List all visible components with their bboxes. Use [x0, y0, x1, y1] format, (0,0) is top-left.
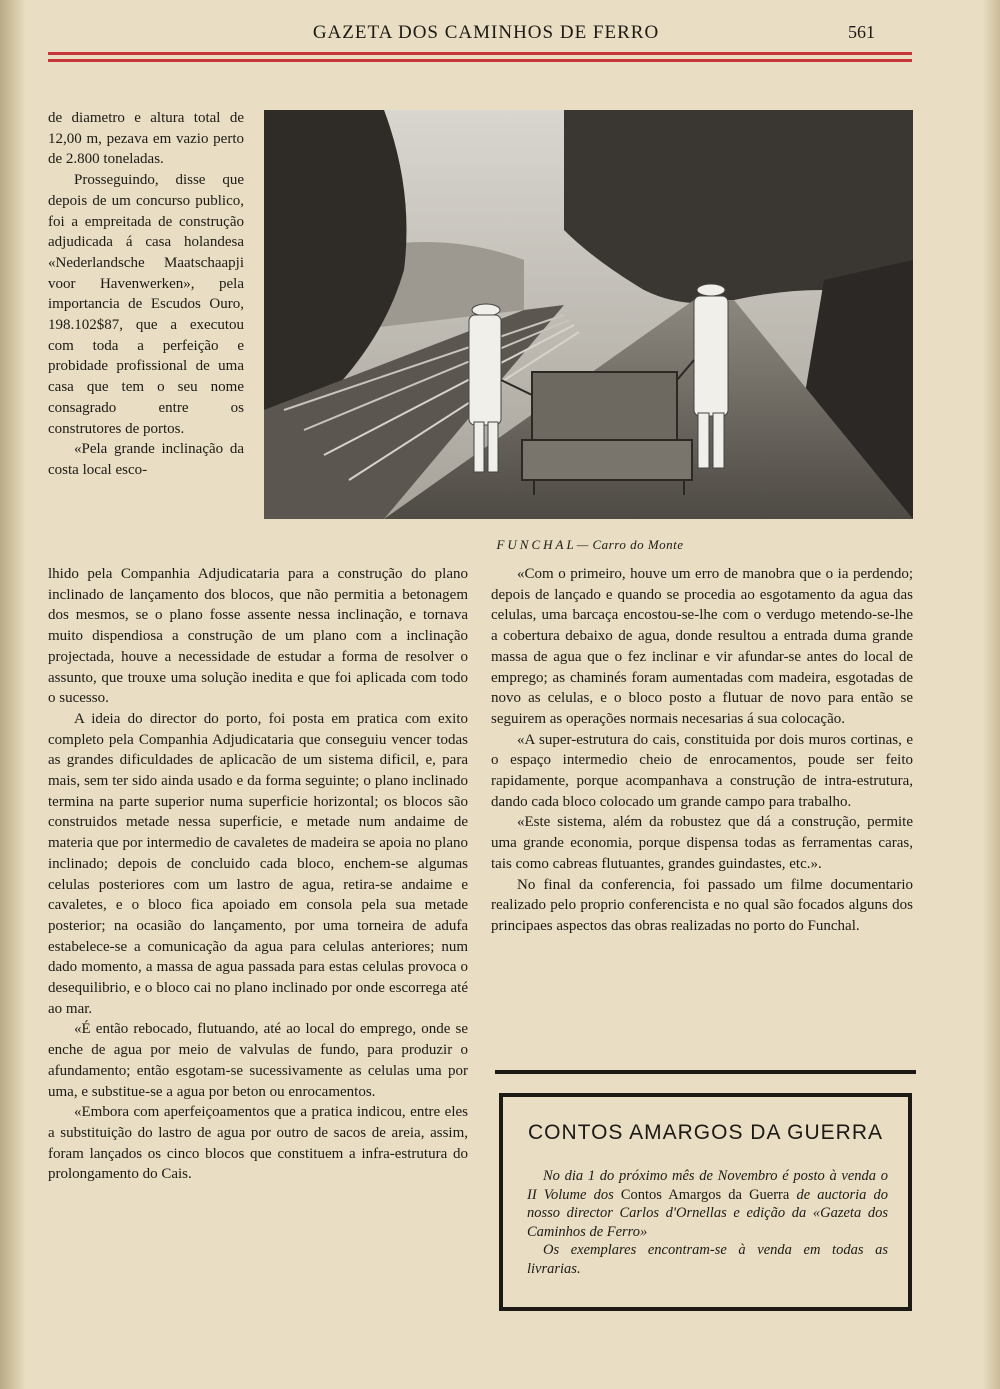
page-right-edge	[982, 0, 1000, 1389]
announcement-title: CONTOS AMARGOS DA GUERRA	[527, 1121, 883, 1144]
announcement-paragraph: Os exemplares encontram-se à venda em todas as livrarias.	[527, 1242, 888, 1277]
paragraph: «É então rebocado, flutuando, até ao local do emprego, onde se enche de agua por meio de valvulas de fundo, para produzir o afundamento; então esgotam-se sucessivamente as celulas uma por uma, e substitue-se a agua por beton ou enrocamentos.	[48, 1021, 468, 1100]
caption-place: FUNCHAL	[496, 537, 577, 552]
announcement-text-a: No dia 1 do próximo mês de Novembro é posto à venda o II Volume dos	[527, 1168, 888, 1203]
journal-title: GAZETA DOS CAMINHOS DE FERRO	[312, 22, 660, 43]
announcement-text	[527, 1167, 888, 1279]
caption-description: — Carro do Monte	[576, 537, 684, 552]
box-separator-rule	[495, 1070, 916, 1074]
right-column	[491, 564, 913, 937]
paragraph: «Com o primeiro, houve um erro de manobra que o ia perdendo; depois de lançado e quando se procedia ao esgotamento da agua das celulas, uma barcaça encostou-se-lhe com o verdugo metendo-se-lhe a cobertura debaixo de agua, donde resultou a entrada duma grande massa de agua que o fez inclinar e vir afundar-se antes do local de emprego; as chaminés foram aumentadas com madeira, esgotadas de novo as celulas, e o bloco posto a flutuar de novo para então se seguirem as operações normais necesarias á sua colocação.	[491, 566, 913, 727]
announcement-box	[499, 1093, 912, 1311]
left-narrow-column	[48, 108, 244, 481]
paragraph: lhido pela Companhia Adjudicataria para a construção do plano inclinado de lançamento dos blocos, que não permitia a betonagem dos mesmos, se o plano fosse assente nessa inclinação, e tornava muito dispendiosa a construção de um plano com a inclinação projectada, houve a necessidade de estudar a forma de resolver o assunto, que trouxe uma solução inedita e que foi aplicada com todo o sucesso.	[48, 566, 468, 707]
header-rule-bottom	[48, 59, 912, 62]
header-rule-top	[48, 52, 912, 55]
page-number: 561	[848, 22, 875, 42]
announcement-paragraph	[527, 1167, 888, 1241]
announcement-text-c: de auctoria do nosso director Carlos d'Ornellas e edição da «Gazeta dos Caminhos de Ferro»	[527, 1186, 889, 1240]
paragraph: «A super-estrutura do cais, constituida por dois muros cortinas, e o espaço intermedio cheio de enrocamentos, poude ser feito rapidamente, porque acompanhava a construção de intra-estrutura, dando cada bloco colocado um grande campo para trabalho.	[491, 731, 913, 810]
paragraph: Prosseguindo, disse que depois de um concurso publico, foi a empreitada de construção adjudicada á casa holandesa «Nederlandsche Maatschaapji voor Havenwerken», pela importancia de Escudos Ouro, 198.102$87, que a executou com toda a perfeição e probidade profissional de uma casa que tem o seu nome consagrado entre os construtores de portos.	[48, 172, 244, 437]
paragraph: «Pela grande inclinação da costa local esco-	[48, 441, 244, 478]
paragraph: de diametro e altura total de 12,00 m, pezava em vazio perto de 2.800 toneladas.	[48, 110, 244, 168]
paragraph: A ideia do director do porto, foi posta em pratica com exito completo pela Companhia Adjudicataria que conseguiu vencer todas as grandes dificuldades de aplicacão de um sistema dificil, e, para mais, sem ter sido ainda usado e da forma seguinte; o plano inclinado termina na parte superior numa superficie horizontal; os blocos são construidos metade nessa superficie, e metade num andaime de materia que por intermedio de cavaletes de madeira se apoia no plano inclinado; depois de concluido cada bloco, enchem-se algumas celulas posteriores com um lastro de agua, retira-se andaime e cavaletes, e o bloco fica apoiado em consola pela sua metade posterior; na ocasião do lançamento, por uma torneira de adufa estabelece-se a comunicação da agua para celulas anteriores; num dado momento, a massa de agua passada para estas celulas provoca o desequilibrio, e o bloco cai no plano inclinado por onde escorrega até ao mar.	[48, 710, 468, 1017]
photo-caption	[380, 537, 800, 553]
left-wide-column	[48, 564, 468, 1185]
book-title: Contos Amargos da Guerra	[620, 1186, 790, 1203]
funchal-photo	[264, 110, 913, 519]
page-binding-edge	[0, 0, 26, 1389]
paragraph: No final da conferencia, foi passado um filme documentario realizado pelo proprio conferencista e no qual são focados alguns dos principaes aspectos das obras realizadas no porto do Funchal.	[491, 876, 913, 934]
paragraph: «Embora com aperfeiçoamentos que a pratica indicou, entre eles a substituição do lastro de agua por outro de sacos de areia, assim, foram lançados os cinco blocos que constituem a infra-estrutura do prolongamento do Cais.	[48, 1104, 468, 1183]
paragraph: «Este sistema, além da robustez que dá a construção, permite uma grande economia, porque dispensa todas as ferramentas caras, tais como cabreas flutuantes, grandes guindastes, etc.».	[491, 814, 913, 872]
